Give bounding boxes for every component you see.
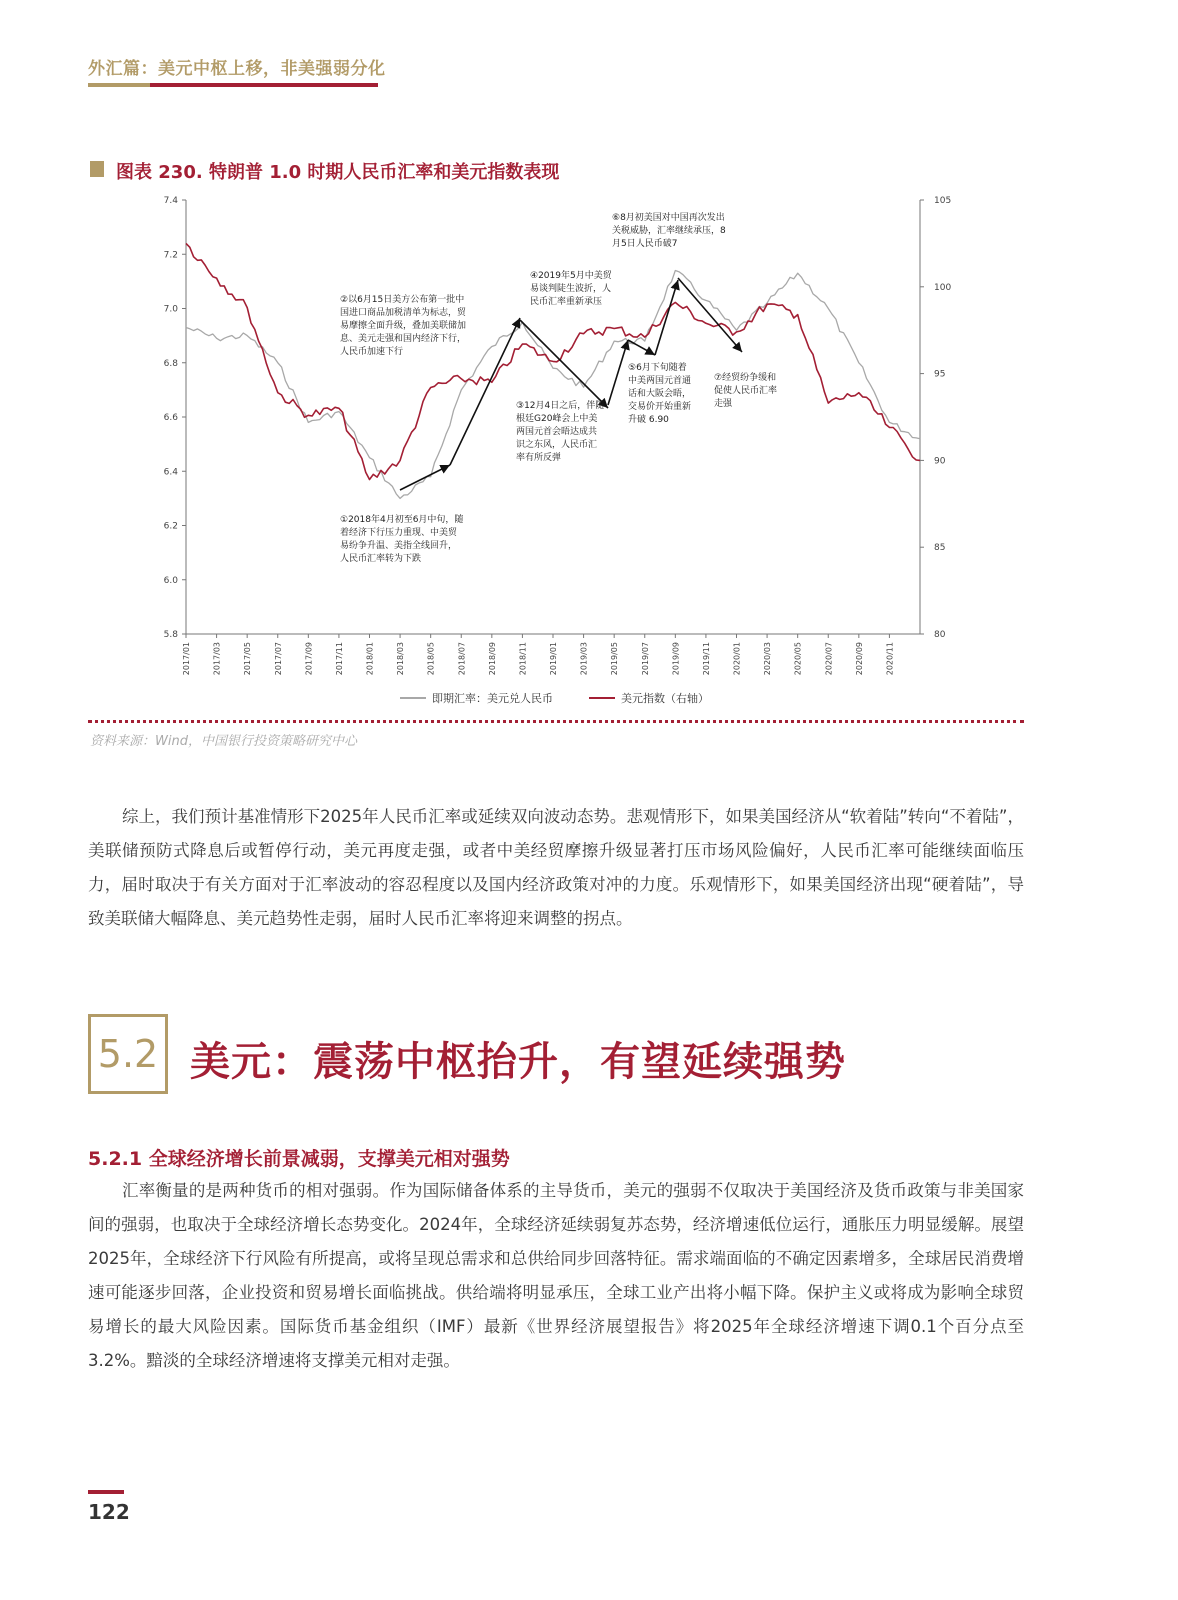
annotation-line: 人民币汇率转为下跌 [340, 554, 422, 564]
header-rule [88, 83, 150, 87]
annotation-line: 易谈判陡生波折，人 [530, 284, 612, 294]
annotation-line: 率有所反弹 [516, 453, 562, 463]
y-left-tick-label: 6.8 [163, 358, 178, 369]
section-number-box: 5.2 [88, 1014, 168, 1094]
annotation-line: ③12月4日之后，伴随 [516, 401, 605, 411]
annotation-line: 国进口商品加税清单为标志，贸 [340, 308, 467, 318]
y-left-tick-label: 6.6 [163, 413, 178, 423]
annotation-line: 两国元首会晤达成共 [516, 427, 598, 437]
subsection-title: 5.2.1 全球经济增长前景减弱，支撑美元相对强势 [88, 1148, 510, 1170]
x-tick-label: 2017/11 [334, 642, 344, 676]
dotted-divider [88, 720, 1024, 723]
x-tick-label: 2018/07 [457, 642, 467, 676]
x-tick-label: 2017/03 [212, 642, 222, 676]
y-left-tick-label: 5.8 [163, 630, 178, 640]
trend-arrow [400, 465, 450, 490]
y-left-tick-label: 7.0 [163, 304, 178, 315]
annotation-line: 着经济下行压力重现、中美贸 [340, 528, 458, 538]
legend-label-cny: 即期汇率：美元兑人民币 [432, 692, 553, 705]
x-tick-label: 2020/09 [854, 642, 864, 676]
x-tick-label: 2017/05 [243, 642, 253, 676]
y-right-tick-label: 80 [934, 630, 946, 640]
source-note: 资料来源：Wind，中国银行投资策略研究中心 [90, 734, 357, 749]
annotation-line: 人民币加速下行 [340, 347, 404, 357]
y-right-tick-label: 85 [934, 543, 946, 554]
y-left-tick-label: 6.0 [163, 575, 178, 586]
trend-arrow [628, 340, 655, 355]
x-tick-label: 2020/03 [763, 642, 773, 676]
annotation-line: 升破 6.90 [628, 415, 669, 425]
annotation-line: 民币汇率重新承压 [530, 297, 603, 307]
footer-rule [88, 1490, 124, 1494]
x-tick-label: 2019/09 [671, 642, 681, 676]
x-tick-label: 2018/01 [365, 642, 375, 676]
x-tick-label: 2019/05 [610, 642, 620, 676]
annotation-line: ①2018年4月初至6月中旬，随 [340, 515, 464, 525]
x-tick-label: 2017/09 [304, 642, 314, 676]
annotation-line: ②以6月15日美方公布第一批中 [340, 295, 465, 305]
annotation-line: 关税威胁，汇率继续承压，8 [612, 226, 726, 236]
y-left-tick-label: 6.2 [163, 521, 178, 532]
chart-legend [400, 690, 709, 706]
y-right-tick-label: 105 [934, 196, 952, 206]
body-paragraph: 汇率衡量的是两种货币的相对强弱。作为国际储备体系的主导货币，美元的强弱不仅取决于美国经济及货币政策与非美国家间的强弱，也取决于全球经济增长态势变化。2024年，全球经济延续弱复苏态势，经济增速低位运行，通胀压力明显缓解。展望2025年，全球经济下行风险有所提高，或将呈现总需求和总供给同步回落特征。需求端面临的不确定因素增多，全球居民消费增速可能逐步回落，企业投资和贸易增长面临挑战。供给端将明显承压，全球工业产出将小幅下降。保护主义或将成为影响全球贸易增长的最大风险因素。国际货币基金组织（IMF）最新《世界经济展望报告》将2025年全球经济增速下调0.1个百分点至3.2%。黯淡的全球经济增速将支撑美元相对走强。 [88, 1181, 1024, 1370]
trend-arrow [678, 278, 742, 352]
legend-label-dxy: 美元指数（右轴） [621, 692, 709, 705]
section-title: 美元：震荡中枢抬升，有望延续强势 [190, 1039, 846, 1085]
annotation-line: 走强 [714, 399, 733, 409]
x-tick-label: 2019/03 [579, 642, 589, 676]
annotation-line: 息、美元走强和国内经济下行， [340, 334, 467, 344]
dual-axis-line-chart [150, 190, 990, 685]
x-tick-label: 2020/07 [824, 642, 834, 676]
x-tick-label: 2020/01 [732, 642, 742, 676]
x-tick-label: 2018/05 [426, 642, 436, 676]
x-tick-label: 2020/05 [793, 642, 803, 676]
y-right-tick-label: 90 [934, 456, 946, 467]
annotation-line: ⑦经贸纷争缓和 [714, 373, 777, 383]
annotation-line: 月5日人民币破7 [612, 239, 678, 249]
annotation-line: ④2019年5月中美贸 [530, 271, 612, 281]
header-rule-accent [150, 83, 378, 87]
trend-arrow [608, 340, 628, 405]
annotation-line: 根廷G20峰会上中美 [516, 414, 598, 424]
annotation-line: 易摩擦全面升级，叠加美联储加 [340, 321, 467, 331]
x-tick-label: 2019/07 [640, 642, 650, 676]
page-number: 122 [88, 1500, 130, 1524]
x-tick-label: 2018/11 [518, 642, 528, 676]
x-tick-label: 2019/01 [549, 642, 558, 676]
legend-item-cny [400, 690, 553, 706]
y-left-tick-label: 7.2 [163, 250, 178, 261]
x-tick-label: 2017/07 [273, 642, 283, 676]
legend-item-dxy [589, 690, 709, 706]
section-header: 外汇篇：美元中枢上移，非美强弱分化 [88, 59, 386, 79]
annotation-line: ⑥8月初美国对中国再次发出 [612, 213, 725, 223]
x-tick-label: 2018/09 [487, 642, 497, 676]
legend-swatch-cny [400, 697, 426, 699]
x-tick-label: 2019/11 [701, 642, 711, 676]
figure-title: 图表 230. 特朗普 1.0 时期人民币汇率和美元指数表现 [116, 162, 560, 183]
annotation-line: 话和大阪会晤， [628, 389, 692, 399]
y-right-tick-label: 100 [934, 282, 952, 293]
annotation-line: 识之东风，人民币汇 [516, 440, 598, 450]
x-tick-label: 2018/03 [396, 642, 406, 676]
x-tick-label: 2017/01 [182, 642, 191, 676]
legend-swatch-dxy [589, 697, 615, 699]
y-left-tick-label: 6.4 [163, 467, 178, 478]
annotation-line: 中美两国元首通 [628, 376, 692, 386]
annotation-line: 交易价开始重新 [628, 402, 692, 412]
annotation-line: ⑤6月下旬随着 [628, 363, 687, 373]
y-left-tick-label: 7.4 [163, 196, 178, 206]
x-tick-label: 2020/11 [885, 642, 895, 676]
chart-annotations [340, 211, 777, 564]
figure-marker [90, 161, 104, 177]
body-paragraph: 综上，我们预计基准情形下2025年人民币汇率或延续双向波动态势。悲观情形下，如果美国经济从“软着陆”转向“不着陆”，美联储预防式降息后或暂停行动，美元再度走强，或者中美经贸摩擦升级显著打压市场风险偏好，人民币汇率可能继续面临压力，届时取决于有关方面对于汇率波动的容忍程度以及国内经济政策对冲的力度。乐观情形下，如果美国经济出现“硬着陆”，导致美联储大幅降息、美元趋势性走弱，届时人民币汇率将迎来调整的拐点。 [88, 807, 1024, 928]
y-right-tick-label: 95 [934, 369, 946, 380]
annotation-line: 易纷争升温、美指全线回升， [340, 541, 458, 551]
annotation-line: 促使人民币汇率 [714, 386, 778, 396]
